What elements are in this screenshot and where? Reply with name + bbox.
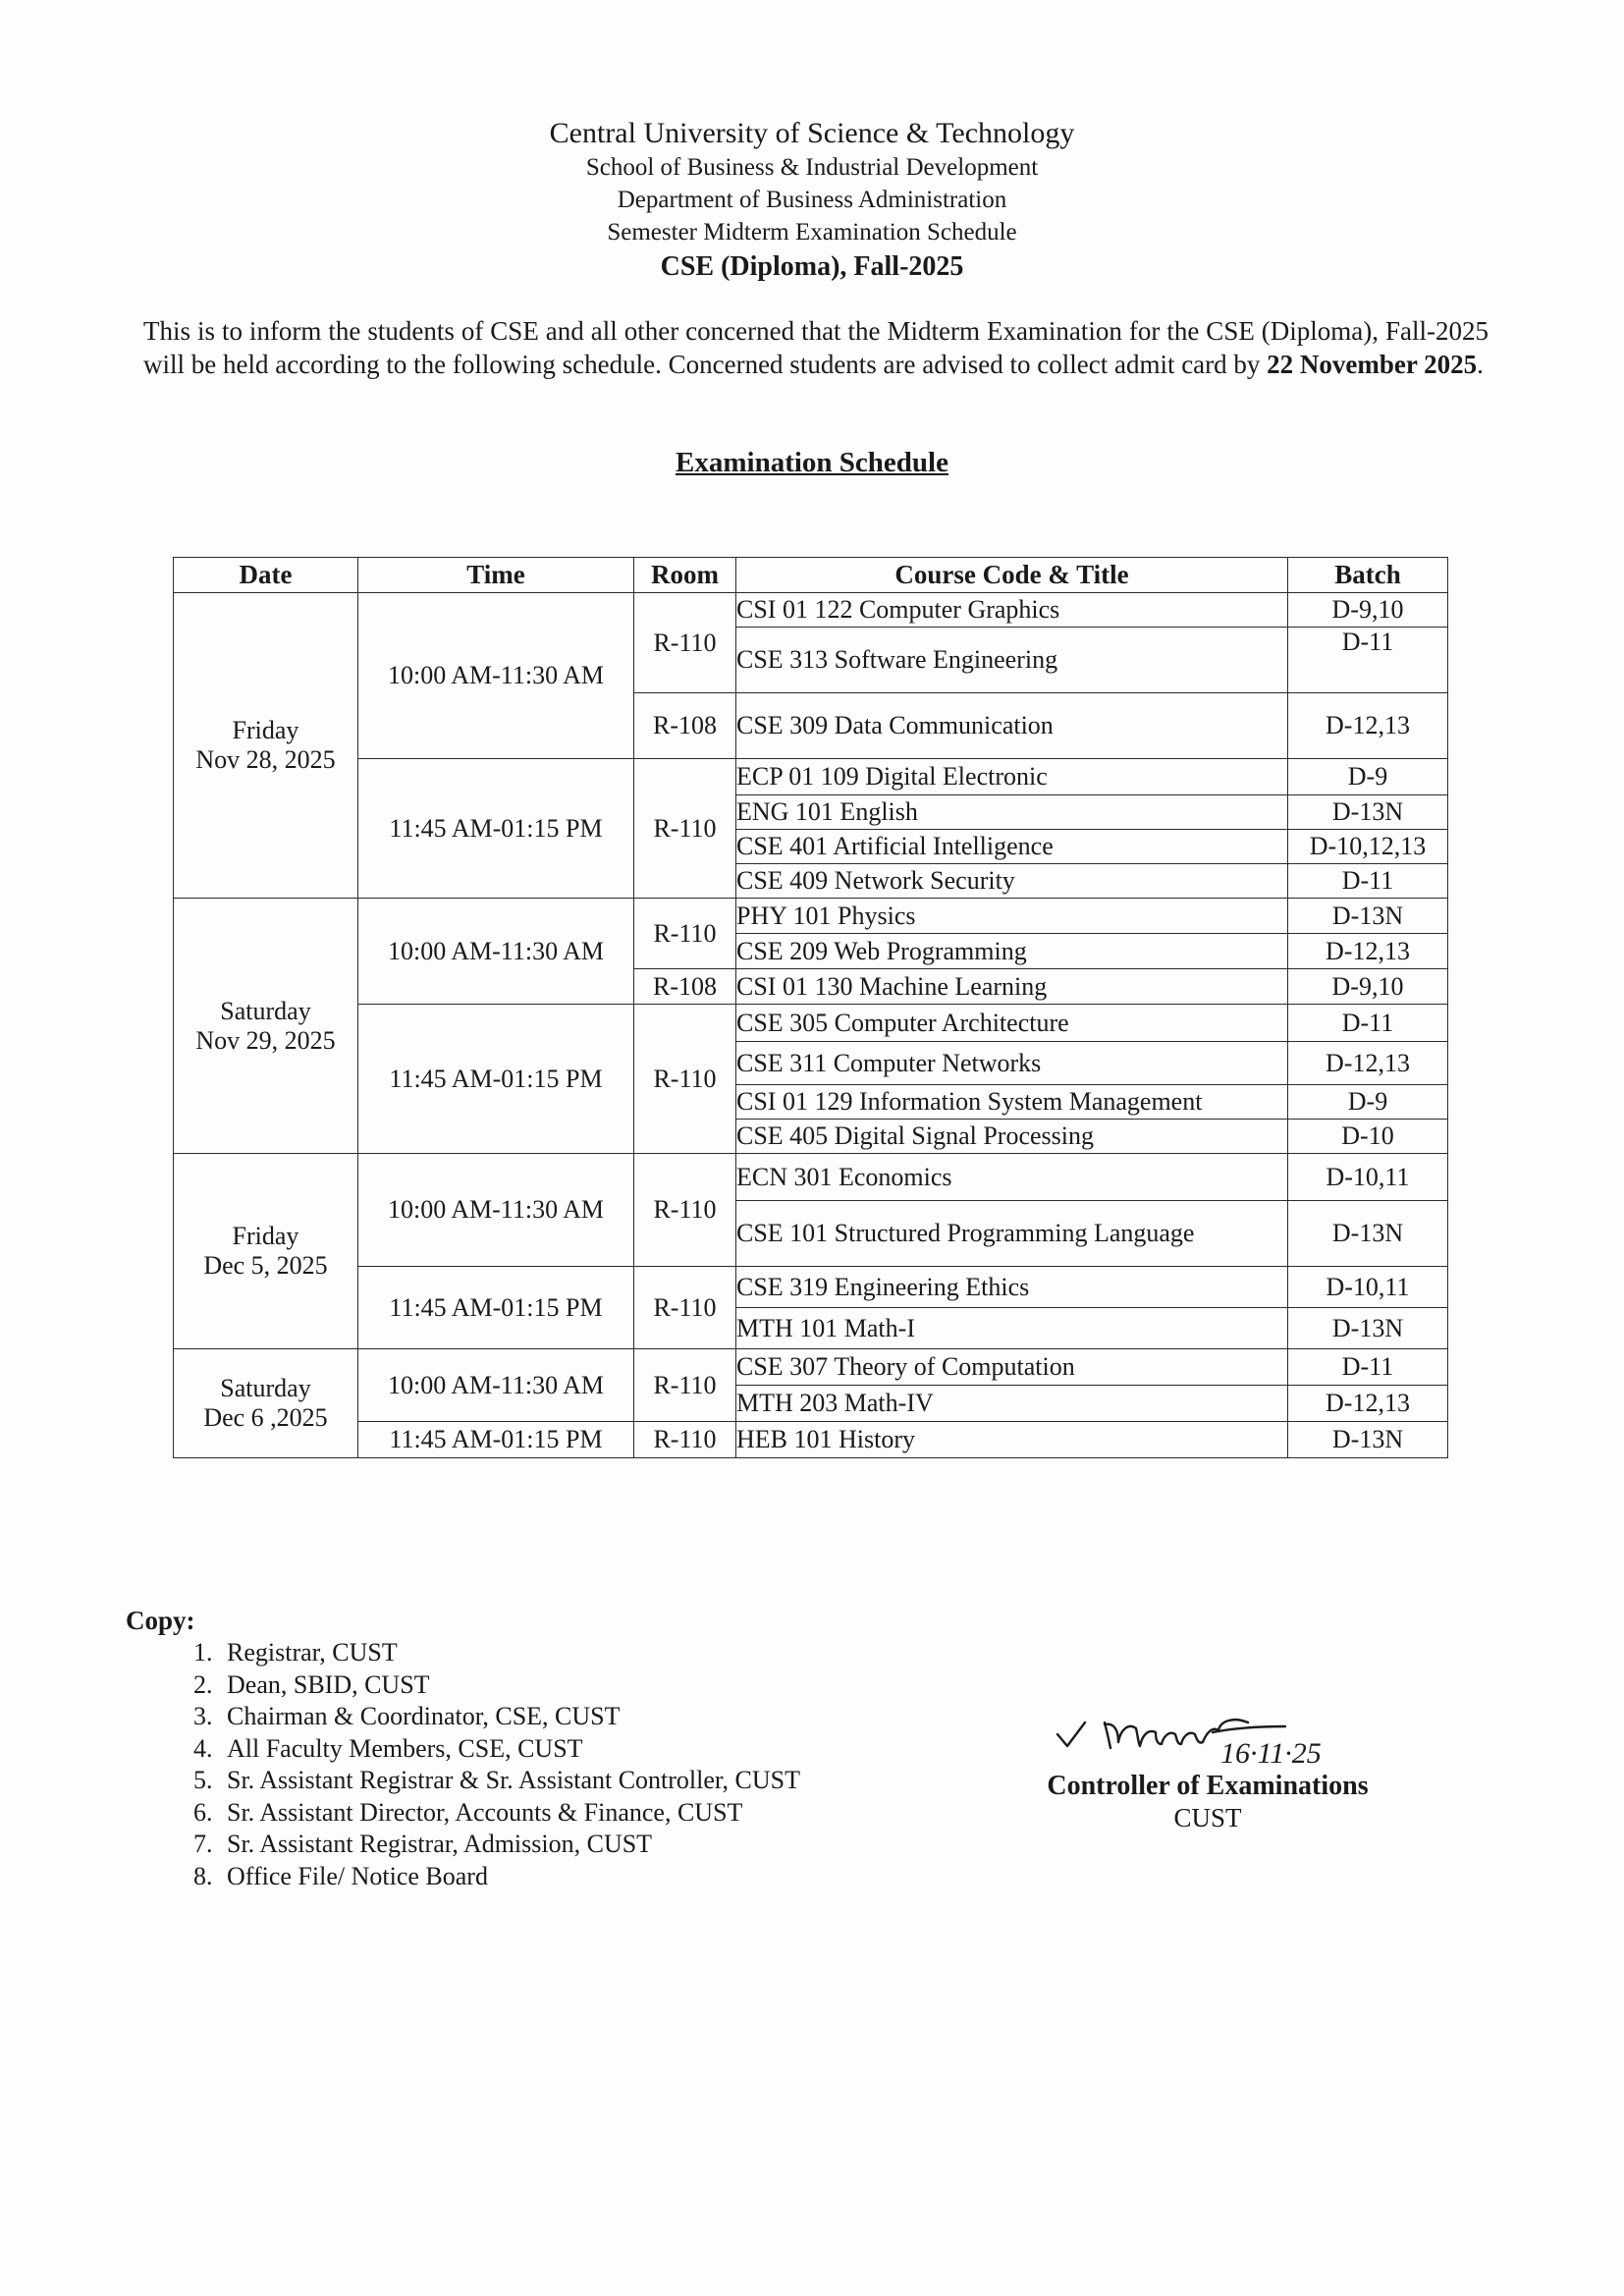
day-name: Saturday — [220, 1374, 311, 1402]
signatory-org: CUST — [1173, 1803, 1242, 1832]
batch-cell: D-13N — [1288, 795, 1448, 830]
table-row — [174, 1005, 1448, 1042]
day-date: Dec 6 ,2025 — [203, 1403, 328, 1432]
batch-cell: D-12,13 — [1288, 934, 1448, 969]
course-cell: MTH 203 Math-IV — [736, 1386, 1288, 1422]
room-cell: R-110 — [634, 1154, 736, 1267]
time-cell: 11:45 AM-01:15 PM — [358, 759, 634, 899]
course-cell: CSE 319 Engineering Ethics — [736, 1267, 1288, 1308]
course-cell: CSE 409 Network Security — [736, 864, 1288, 899]
date-cell — [174, 899, 358, 1154]
handwritten-signature — [1046, 1709, 1370, 1768]
course-cell: CSE 101 Structured Programming Language — [736, 1201, 1288, 1267]
room-cell: R-108 — [634, 693, 736, 759]
department-name: Department of Business Administration — [617, 187, 1007, 213]
header-batch: Batch — [1288, 558, 1448, 593]
course-cell: CSE 209 Web Programming — [736, 934, 1288, 969]
room-cell: R-110 — [634, 1349, 736, 1422]
notice-type: Semester Midterm Examination Schedule — [607, 219, 1017, 246]
course-cell: ECN 301 Economics — [736, 1154, 1288, 1201]
table-row — [174, 593, 1448, 628]
course-cell: MTH 101 Math-I — [736, 1308, 1288, 1349]
batch-cell: D-9,10 — [1288, 593, 1448, 628]
batch-cell: D-11 — [1288, 864, 1448, 899]
copy-title: Copy: — [126, 1606, 195, 1635]
header-room: Room — [634, 558, 736, 593]
header-course: Course Code & Title — [736, 558, 1288, 593]
time-cell: 10:00 AM-11:30 AM — [358, 899, 634, 1005]
time-cell: 11:45 AM-01:15 PM — [358, 1422, 634, 1458]
header-date: Date — [174, 558, 358, 593]
batch-cell: D-12,13 — [1288, 1386, 1448, 1422]
course-cell: CSE 405 Digital Signal Processing — [736, 1120, 1288, 1154]
university-name: Central University of Science & Technology — [549, 117, 1075, 149]
time-cell: 10:00 AM-11:30 AM — [358, 1154, 634, 1267]
batch-cell: D-10,11 — [1288, 1154, 1448, 1201]
table-row — [174, 1154, 1448, 1201]
intro-end: . — [1477, 350, 1484, 379]
list-item: 5. Sr. Assistant Registrar & Sr. Assistant Controller, CUST — [219, 1765, 800, 1797]
signature-date: 16·11·25 — [1220, 1737, 1322, 1768]
batch-cell: D-12,13 — [1288, 1042, 1448, 1085]
table-row — [174, 1422, 1448, 1458]
table-header-row — [174, 558, 1448, 593]
course-cell: ENG 101 English — [736, 795, 1288, 830]
batch-cell: D-13N — [1288, 899, 1448, 934]
batch-cell: D-13N — [1288, 1201, 1448, 1267]
batch-cell: D-11 — [1288, 1005, 1448, 1042]
time-cell: 10:00 AM-11:30 AM — [358, 593, 634, 759]
batch-cell: D-10,11 — [1288, 1267, 1448, 1308]
course-cell: CSE 311 Computer Networks — [736, 1042, 1288, 1085]
admit-card-deadline: 22 November 2025 — [1267, 350, 1478, 379]
batch-cell: D-11 — [1288, 1349, 1448, 1386]
batch-cell: D-13N — [1288, 1308, 1448, 1349]
table-row — [174, 1349, 1448, 1386]
day-date: Dec 5, 2025 — [203, 1251, 328, 1280]
table-row — [174, 759, 1448, 795]
course-cell: CSI 01 130 Machine Learning — [736, 969, 1288, 1005]
course-cell: CSI 01 122 Computer Graphics — [736, 593, 1288, 628]
batch-cell: D-10,12,13 — [1288, 830, 1448, 864]
course-cell: ECP 01 109 Digital Electronic — [736, 759, 1288, 795]
batch-cell: D-12,13 — [1288, 693, 1448, 759]
room-cell: R-110 — [634, 759, 736, 899]
course-cell: CSE 401 Artificial Intelligence — [736, 830, 1288, 864]
room-cell: R-110 — [634, 899, 736, 969]
course-cell: CSE 313 Software Engineering — [736, 628, 1288, 693]
room-cell: R-110 — [634, 1267, 736, 1349]
day-date: Nov 28, 2025 — [195, 745, 336, 774]
room-cell: R-110 — [634, 593, 736, 693]
course-cell: CSE 309 Data Communication — [736, 693, 1288, 759]
day-name: Friday — [232, 1222, 299, 1250]
batch-cell: D-13N — [1288, 1422, 1448, 1458]
header-time: Time — [358, 558, 634, 593]
time-cell: 11:45 AM-01:15 PM — [358, 1005, 634, 1154]
room-cell: R-110 — [634, 1005, 736, 1154]
table-row — [174, 899, 1448, 934]
exam-schedule-table — [173, 557, 1448, 1458]
batch-cell: D-10 — [1288, 1120, 1448, 1154]
table-row — [174, 1267, 1448, 1308]
list-item: 1. Registrar, CUST — [219, 1637, 800, 1669]
section-title: Examination Schedule — [676, 447, 948, 478]
signature-block — [1011, 1709, 1404, 1832]
batch-cell: D-9,10 — [1288, 969, 1448, 1005]
day-name: Saturday — [220, 996, 311, 1025]
copy-recipients-list — [126, 1637, 800, 1892]
date-cell — [174, 593, 358, 899]
list-item: 2. Dean, SBID, CUST — [219, 1669, 800, 1702]
day-name: Friday — [232, 716, 299, 744]
signatory-title: Controller of Examinations — [1047, 1771, 1369, 1801]
list-item: 3. Chairman & Coordinator, CSE, CUST — [219, 1701, 800, 1733]
date-cell — [174, 1154, 358, 1349]
program-title: CSE (Diploma), Fall-2025 — [660, 251, 964, 282]
course-cell: CSE 307 Theory of Computation — [736, 1349, 1288, 1386]
copy-list-block — [126, 1604, 800, 1892]
document-header — [0, 116, 1624, 286]
list-item: 4. All Faculty Members, CSE, CUST — [219, 1733, 800, 1766]
batch-cell: D-9 — [1288, 1085, 1448, 1120]
intro-text: This is to inform the students of CSE and all other concerned that the Midterm Examination for the CSE (Diploma), Fall-2025 will be held according to the following schedule. Concerned students are advised to collect admit card by — [143, 316, 1489, 379]
time-cell: 10:00 AM-11:30 AM — [358, 1349, 634, 1422]
room-cell: R-108 — [634, 969, 736, 1005]
course-cell: CSI 01 129 Information System Management — [736, 1085, 1288, 1120]
room-cell: R-110 — [634, 1422, 736, 1458]
batch-cell: D-9 — [1288, 759, 1448, 795]
list-item: 6. Sr. Assistant Director, Accounts & Finance, CUST — [219, 1797, 800, 1830]
course-cell: PHY 101 Physics — [736, 899, 1288, 934]
course-cell: CSE 305 Computer Architecture — [736, 1005, 1288, 1042]
batch-cell: D-11 — [1288, 628, 1448, 693]
list-item: 7. Sr. Assistant Registrar, Admission, CUST — [219, 1829, 800, 1861]
course-cell: HEB 101 History — [736, 1422, 1288, 1458]
date-cell — [174, 1349, 358, 1458]
time-cell: 11:45 AM-01:15 PM — [358, 1267, 634, 1349]
intro-paragraph — [143, 314, 1489, 381]
school-name: School of Business & Industrial Development — [585, 154, 1039, 181]
day-date: Nov 29, 2025 — [195, 1025, 336, 1055]
list-item: 8. Office File/ Notice Board — [219, 1861, 800, 1893]
